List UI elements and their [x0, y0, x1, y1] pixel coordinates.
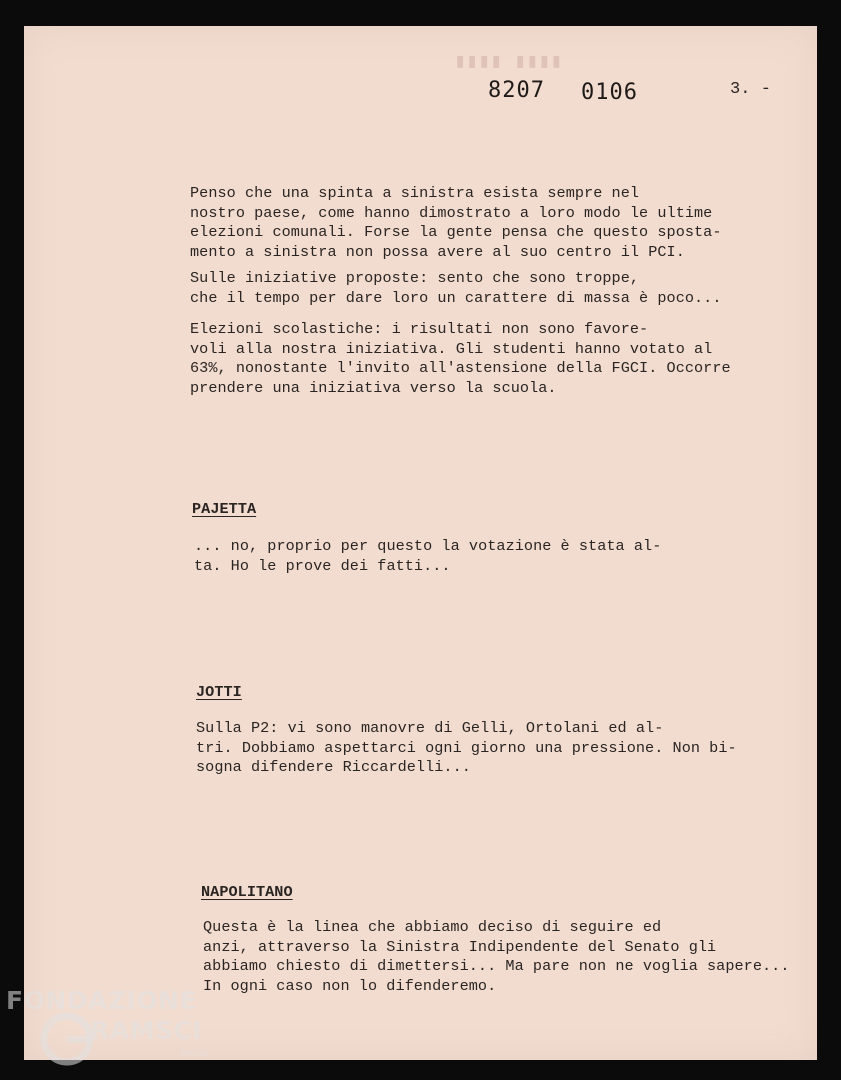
document-page	[24, 26, 817, 1060]
paragraph-2: Sulle iniziative proposte: sento che sono troppe, che il tempo per dare loro un carattere di massa è poco...	[190, 269, 722, 307]
speaker-heading-jotti: JOTTI	[196, 683, 242, 701]
bleed-through-text: ▮▮▮▮ ▮▮▮▮	[454, 51, 563, 74]
page-marker: 3. -	[730, 80, 772, 99]
paragraph-3: Elezioni scolastiche: i risultati non sono favore- voli alla nostra iniziativa. Gli studenti hanno votato al 63%, nonostante l'invito all'astensione della FGCI. Occorre prendere una iniziativa verso la scuola.	[190, 320, 731, 397]
watermark-line-1: FONDAZIONE	[6, 986, 198, 1015]
speech-jotti: Sulla P2: vi sono manovre di Gelli, Ortolani ed al- tri. Dobbiamo aspettarci ogni giorno una pressione. Non bi- sogna difendere Riccardelli...	[196, 719, 737, 776]
watermark-onlus: onlus	[180, 1048, 210, 1059]
speech-napolitano: Questa è la linea che abbiamo deciso di seguire ed anzi, attraverso la Sinistra Indipendente del Senato gli abbiamo chiesto di dimettersi... Ma pare non ne voglia sapere... In ogni caso non lo difenderemo.	[203, 918, 790, 995]
gramsci-g-logo-icon	[40, 1012, 94, 1066]
watermark-line-2: RAMSCI	[90, 1016, 203, 1045]
doc-number-a: 8207	[488, 78, 545, 103]
doc-number-b: 0106	[581, 80, 638, 105]
speaker-heading-pajetta: PAJETTA	[192, 500, 257, 518]
speaker-heading-napolitano: NAPOLITANO	[201, 883, 293, 901]
speech-pajetta: ... no, proprio per questo la votazione è stata al- ta. Ho le prove dei fatti...	[194, 537, 662, 575]
paragraph-1: Penso che una spinta a sinistra esista sempre nel nostro paese, come hanno dimostrato a loro modo le ultime elezioni comunali. Forse la gente pensa che questo sposta- mento a sinistra non possa avere al suo centro il PCI.	[190, 184, 722, 261]
fondazione-gramsci-watermark	[4, 986, 224, 1076]
